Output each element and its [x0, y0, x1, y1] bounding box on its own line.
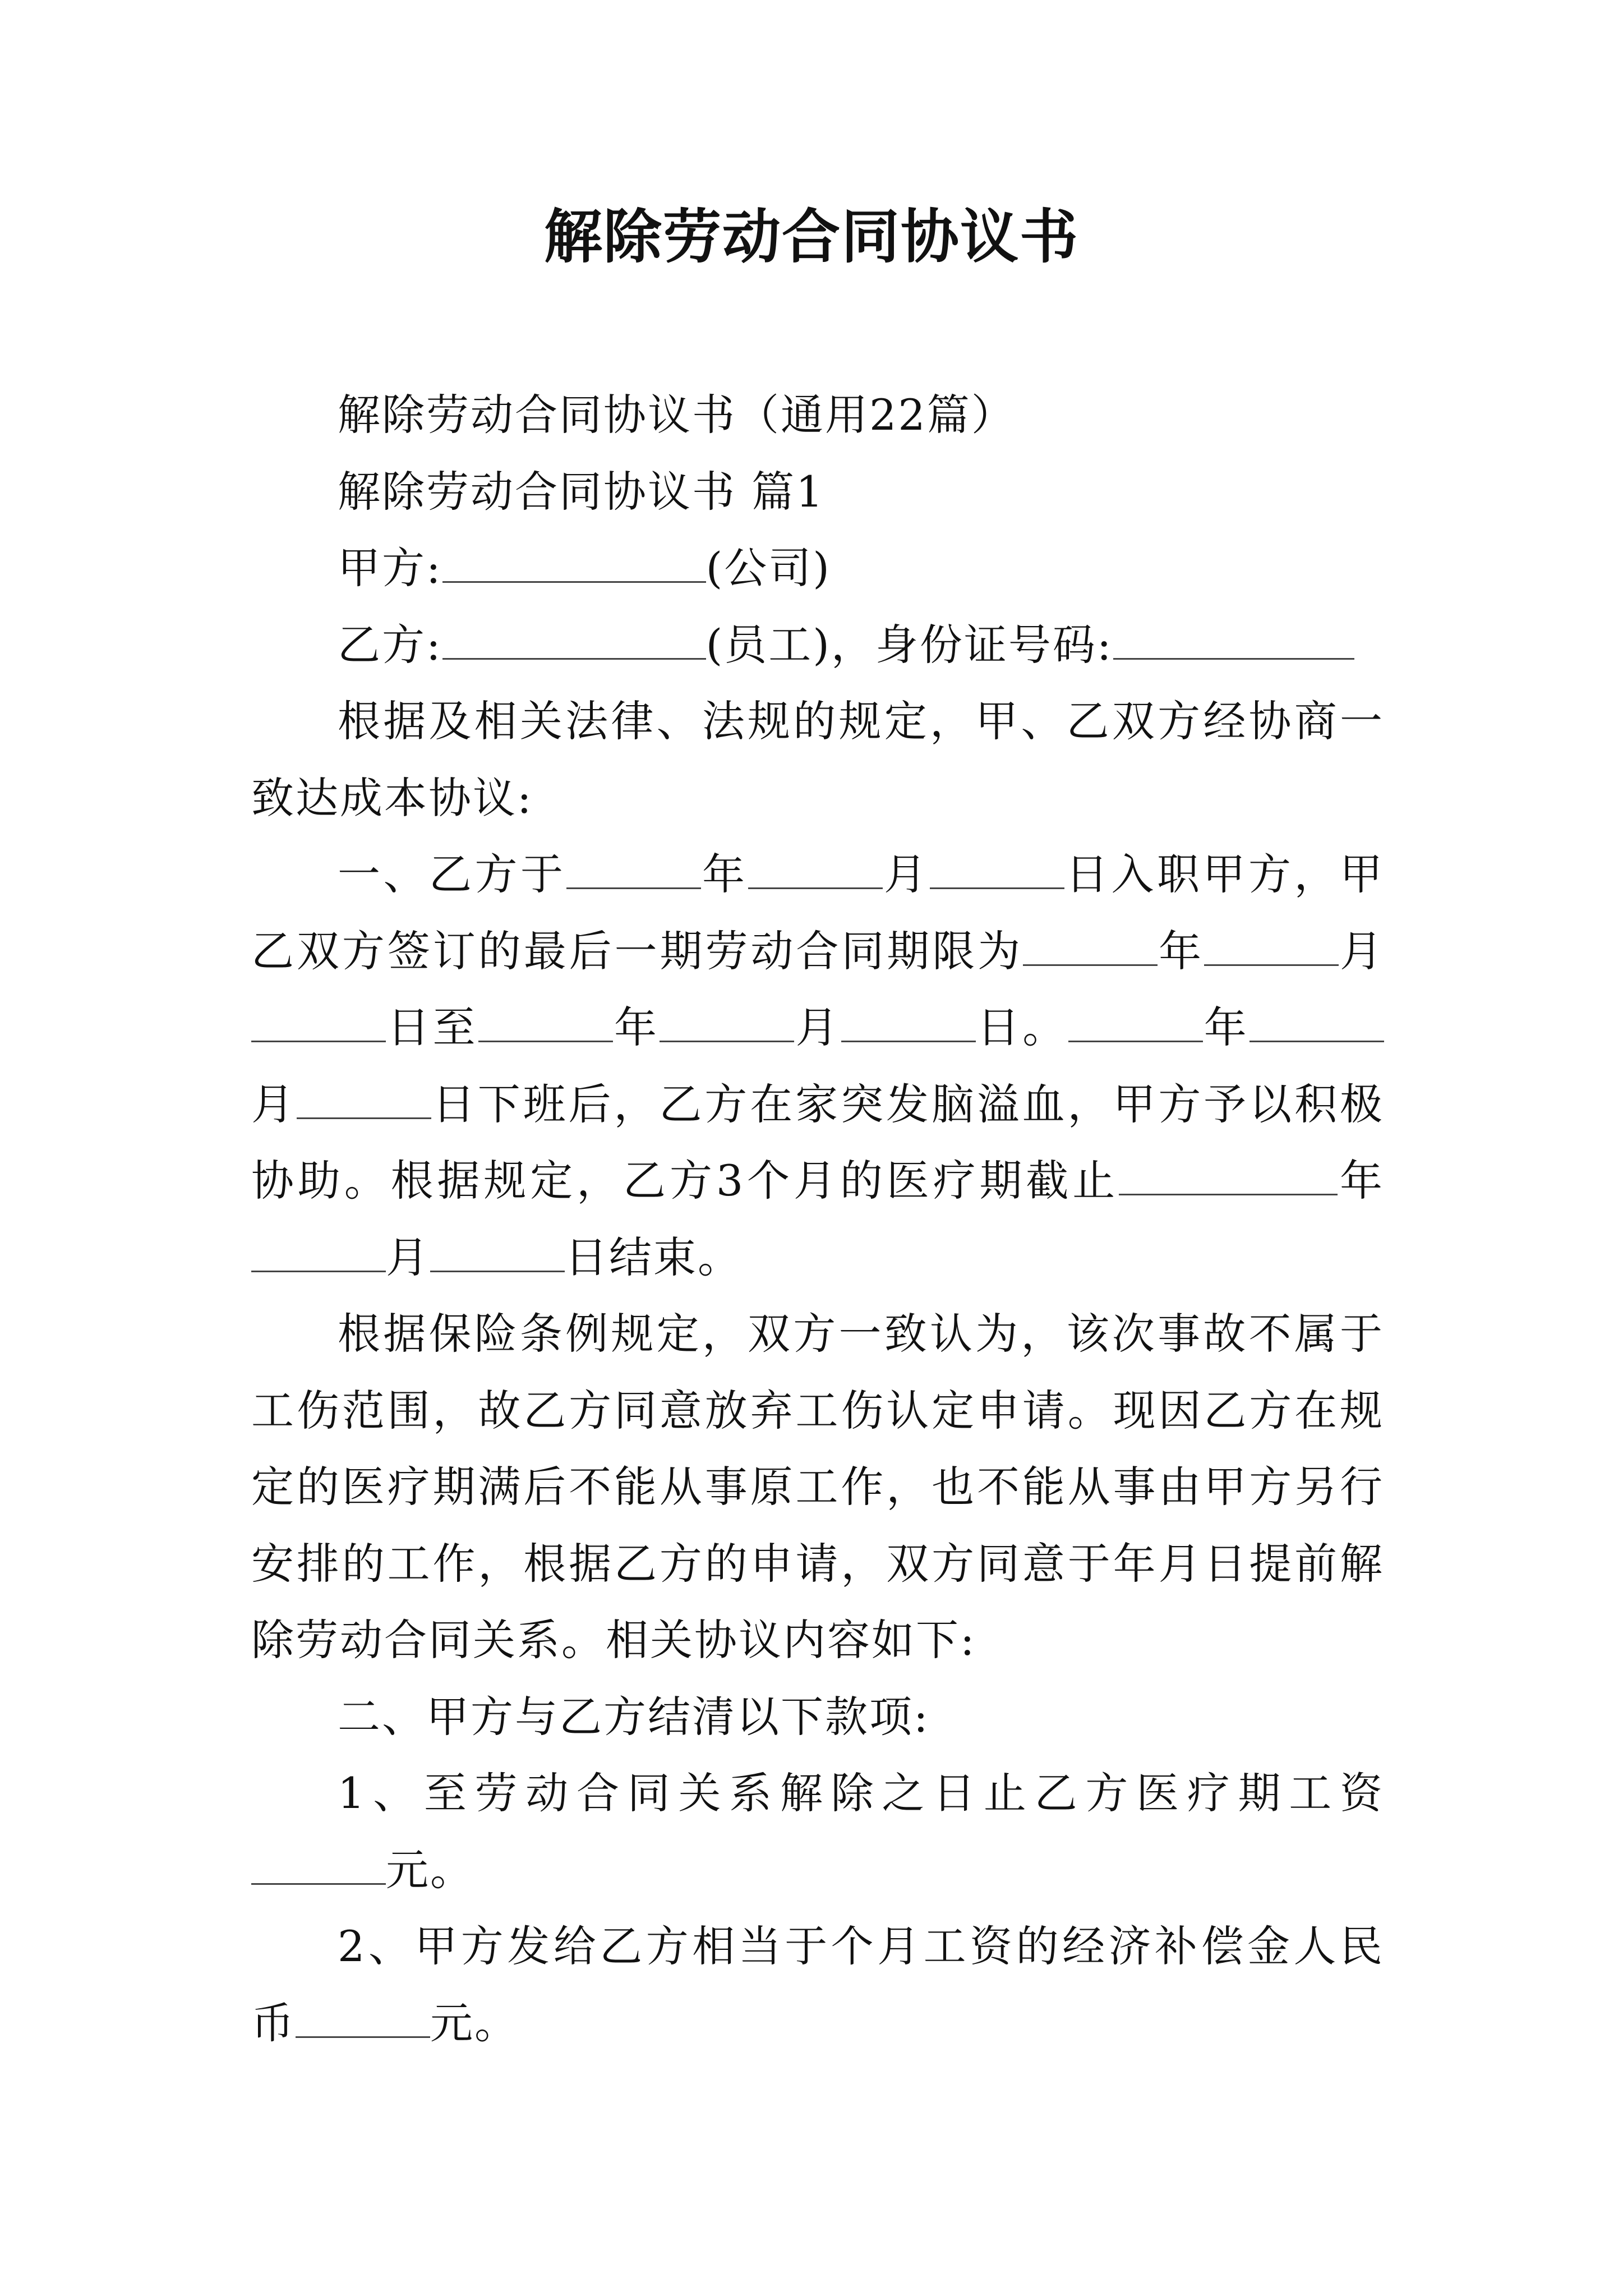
document-body — [251, 377, 1384, 2062]
blank — [748, 849, 883, 889]
party-b-label: 乙方: — [338, 619, 442, 670]
party-a-suffix: (公司) — [706, 543, 831, 593]
day-to-label: 日至 — [386, 1002, 478, 1052]
party-a-line — [251, 530, 1384, 607]
id-number-blank — [1113, 619, 1354, 659]
blank — [251, 1002, 386, 1042]
blank — [1249, 1002, 1384, 1042]
month-label: 月 — [251, 1079, 297, 1129]
blank — [1119, 1156, 1338, 1195]
item-2 — [251, 1908, 1384, 2062]
blank — [478, 1002, 613, 1042]
clause-two-heading: 二、甲方与乙方结清以下款项: — [338, 1691, 930, 1742]
blank — [930, 849, 1064, 889]
document-title: 解除劳动合同协议书 — [543, 203, 1079, 271]
blank — [297, 1079, 431, 1119]
blank — [660, 1002, 794, 1042]
compensation-blank — [296, 1998, 430, 2037]
clause-one — [251, 836, 1384, 1296]
month-label: 月 — [794, 1002, 841, 1052]
clause-one-text-b: 日入职甲方，甲乙双方签订的最后一期劳动合同期限为 — [251, 849, 1384, 976]
month-label: 月 — [1339, 926, 1385, 976]
subtitle: 解除劳动合同协议书（通用22篇） — [338, 390, 1016, 440]
clause-one-text-a: 一、乙方于 — [338, 849, 566, 899]
section-heading: 解除劳动合同协议书 篇1 — [338, 466, 825, 517]
party-a-label: 甲方: — [338, 543, 442, 593]
blank — [566, 849, 701, 889]
month-label: 月 — [386, 1232, 430, 1282]
yuan-label: 元。 — [386, 1844, 474, 1895]
year-label: 年 — [700, 849, 748, 899]
clause-one-text-c: 日下班后，乙方在家突发脑溢血，甲方予以积极协助。根据规定，乙方3个月的医疗期截止 — [251, 1079, 1385, 1205]
intro-paragraph: 根据及相关法律、法规的规定，甲、乙双方经协商一致达成本协议: — [251, 696, 1384, 823]
party-b-line — [251, 607, 1384, 684]
party-b-blank — [442, 619, 706, 659]
month-label: 月 — [882, 849, 930, 899]
clause-insurance: 根据保险条例规定，双方一致认为，该次事故不属于工伤范围，故乙方同意放弃工伤认定申请。现因乙方在规定的医疗期满后不能从事原工作，也不能从事由甲方另行安排的工作，根据乙方的申请，双方同意于年月日提前解除劳动合同关系。相关协议内容如下: — [251, 1309, 1384, 1665]
wage-blank — [251, 1844, 386, 1884]
blank — [841, 1002, 976, 1042]
blank — [1068, 1002, 1203, 1042]
yuan-label: 元。 — [430, 1998, 519, 2048]
day-end-label: 日。 — [975, 1002, 1068, 1052]
clause-one-text-d: 日结束。 — [565, 1232, 742, 1282]
blank — [1023, 926, 1158, 965]
year-label: 年 — [1158, 926, 1205, 976]
party-b-suffix: (员工)，身份证号码: — [706, 619, 1113, 670]
year-label: 年 — [1338, 1156, 1385, 1205]
party-a-blank — [442, 543, 706, 583]
year-label: 年 — [612, 1002, 660, 1052]
blank — [251, 1232, 386, 1272]
blank — [430, 1232, 565, 1272]
blank — [1204, 926, 1339, 965]
item-1-text: 1、至劳动合同关系解除之日止乙方医疗期工资 — [338, 1768, 1384, 1818]
year-label: 年 — [1202, 1002, 1249, 1052]
item-2-text: 2、甲方发给乙方相当于个月工资的经济补偿金人民币 — [251, 1921, 1384, 2048]
item-1 — [251, 1755, 1384, 1908]
